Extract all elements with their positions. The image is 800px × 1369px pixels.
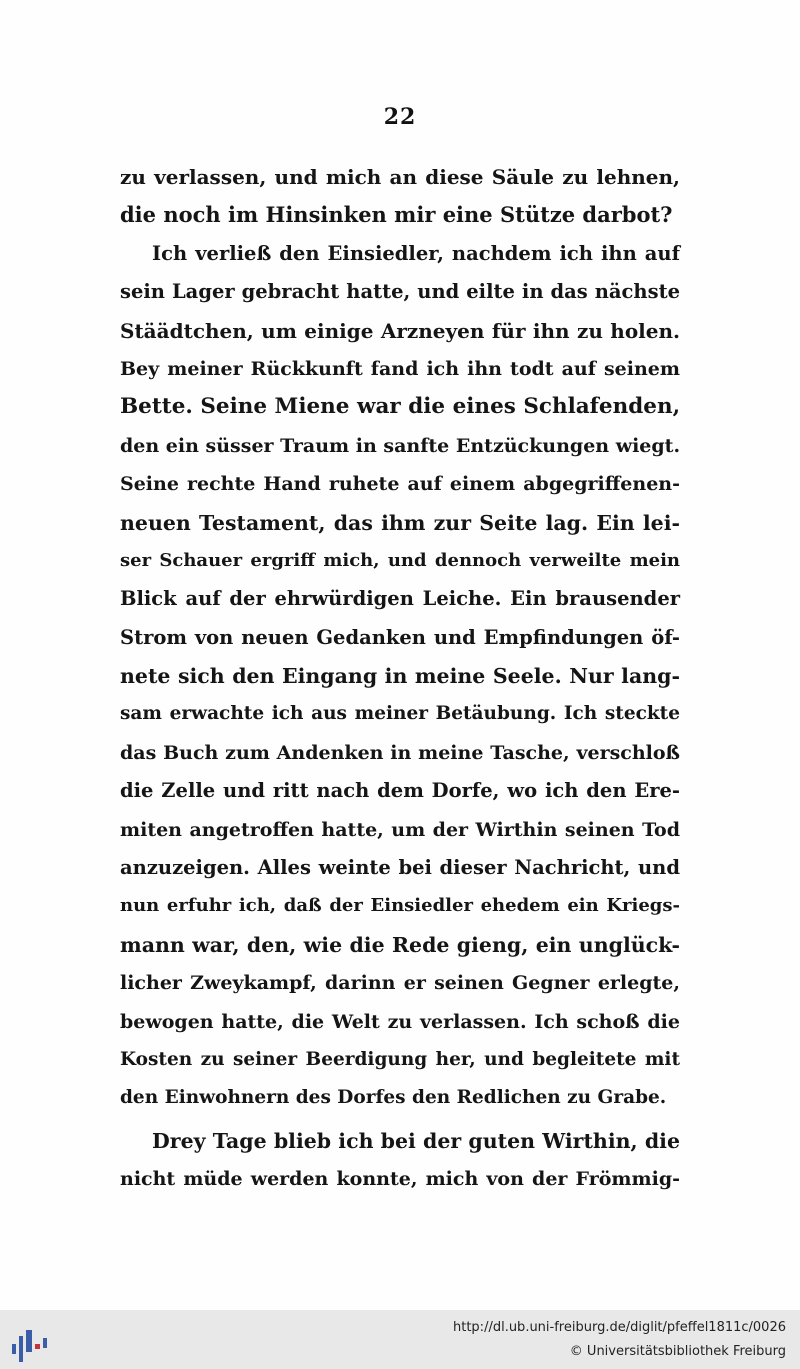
text-line: sein Lager gebracht hatte, und eilte in das nächste [120, 280, 680, 304]
text-line: nete sich den Eingang in meine Seele. Nur lang- [120, 664, 680, 689]
copyright-notice: © Universitätsbibliothek Freiburg [569, 1344, 786, 1359]
text-line: nicht müde werden konnte, mich von der Frömmig- [120, 1168, 680, 1191]
library-logo-icon[interactable] [10, 1320, 54, 1364]
source-url-link[interactable]: http://dl.ub.uni-freiburg.de/diglit/pfeffel1811c/0026 [453, 1320, 786, 1335]
text-line: Bey meiner Rückkunft fand ich ihn todt auf seinem [120, 357, 680, 380]
text-line: Seine rechte Hand ruhete auf einem abgegriffenen- [120, 473, 680, 496]
text-line: Kosten zu seiner Beerdigung her, und begleitete mit [120, 1048, 680, 1070]
text-line: licher Zweykampf, darinn er seinen Gegner erlegte, [120, 972, 680, 995]
text-line: nun erfuhr ich, daß der Einsiedler ehedem ein Kriegs- [120, 895, 680, 917]
text-line: Blick auf der ehrwürdigen Leiche. Ein brausender [120, 587, 680, 611]
page-text-block [120, 158, 680, 1199]
library-logo-graphic [10, 1320, 54, 1364]
text-line: Drey Tage blieb ich bei der guten Wirthin, die [152, 1128, 680, 1153]
text-line: Stäädtchen, um einige Arzneyen für ihn zu holen. [120, 318, 680, 343]
text-line: den Einwohnern des Dorfes den Redlichen zu Grabe. [120, 1087, 667, 1109]
text-line: anzuzeigen. Alles weinte bei dieser Nachricht, und [120, 856, 680, 880]
text-line: neuen Testament, das ihm zur Seite lag. Ein lei- [120, 510, 680, 535]
text-line: den ein süsser Traum in sanfte Entzückungen wiegt. [120, 434, 681, 457]
text-line: Bette. Seine Miene war die eines Schlafenden, [120, 394, 681, 420]
text-line: zu verlassen, und mich an diese Säule zu lehnen, [120, 165, 680, 189]
text-line: die Zelle und ritt nach dem Dorfe, wo ich den Ere- [120, 779, 680, 803]
text-line: miten angetroffen hatte, um der Wirthin seinen Tod [120, 818, 680, 841]
text-line: Strom von neuen Gedanken und Empfindungen öf- [120, 625, 680, 649]
text-line: das Buch zum Andenken in meine Tasche, verschloß [120, 741, 680, 764]
text-line: bewogen hatte, die Welt zu verlassen. Ich schoß die [120, 1010, 680, 1033]
text-line: Ich verließ den Einsiedler, nachdem ich ihn auf [152, 241, 680, 265]
page-number: 22 [383, 104, 417, 130]
text-line: ser Schauer ergriff mich, und dennoch verweilte mein [120, 549, 680, 571]
text-line: die noch im Hinsinken mir eine Stütze darbot? [120, 202, 673, 228]
text-line: mann war, den, wie die Rede gieng, ein unglück- [120, 932, 680, 957]
footer-bar [0, 1310, 800, 1369]
text-line: sam erwachte ich aus meiner Betäubung. Ich steckte [120, 703, 680, 725]
